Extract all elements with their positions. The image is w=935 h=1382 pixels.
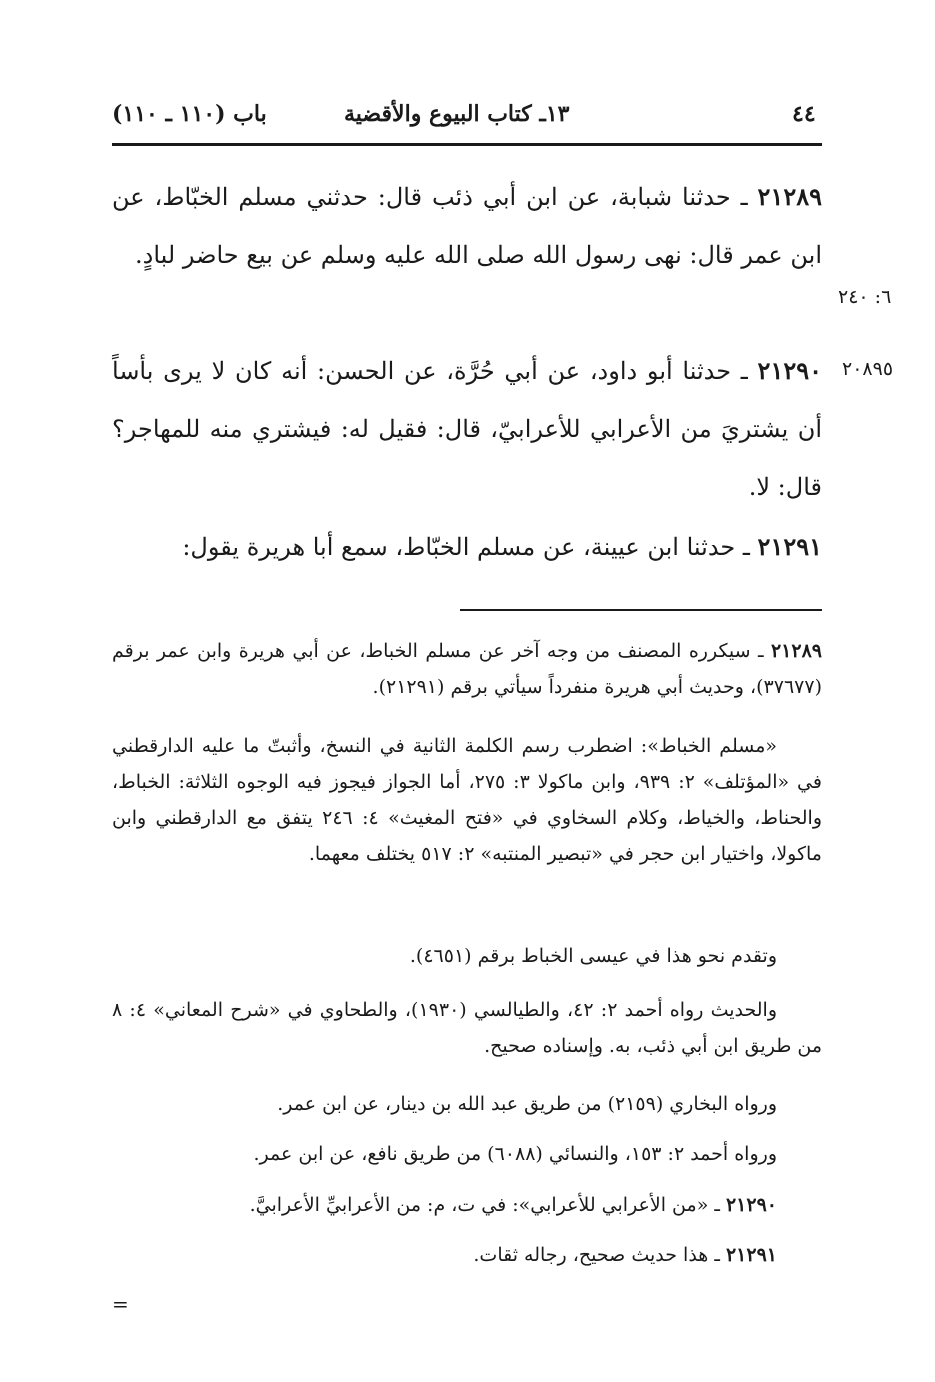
footnote-21291 bbox=[112, 1237, 822, 1273]
footnote-number: ٢١٢٨٩ bbox=[770, 640, 822, 662]
chapter-title: باب (١١٠ ـ ١١٠) bbox=[112, 101, 267, 127]
footnote-number: ٢١٢٩١ bbox=[725, 1244, 777, 1266]
book-title: ١٣ـ كتاب البيوع والأقضية bbox=[344, 101, 570, 127]
footnote-text: ـ سيكرره المصنف من وجه آخر عن مسلم الخباط، عن أبي هريرة وابن عمر برقم (٣٧٦٧٧)، وحديث أبي هريرة منفرداً سيأتي برقم (٢١٢٩١). bbox=[112, 640, 822, 698]
footnote-paragraph bbox=[112, 728, 822, 872]
footnote-text: ـ «من الأعرابي للأعرابي»: في ت، م: من الأعرابيِّ الأعرابيَّ. bbox=[249, 1194, 726, 1216]
hadith-text: ـ حدثنا أبو داود، عن أبي حُرَّة، عن الحسن: أنه كان لا يرى بأساً أن يشتريَ من الأعرابي للأعرابيّ، قال: فقيل له: فيشتري منه للمهاجر؟ قال: لا. bbox=[112, 357, 822, 501]
footnote-paragraph bbox=[112, 938, 822, 974]
hadith-21290 bbox=[112, 342, 822, 516]
hadith-21289 bbox=[112, 168, 822, 284]
continuation-mark: = bbox=[112, 1292, 129, 1316]
page-number: ٤٤ bbox=[792, 101, 816, 127]
hadith-number: ٢١٢٩١ bbox=[757, 532, 822, 561]
hadith-text: ـ حدثنا شبابة، عن ابن أبي ذئب قال: حدثني مسلم الخبّاط، عن ابن عمر قال: نهى رسول الله صلى الله عليه وسلم عن بيع حاضر لبادٍ. bbox=[112, 183, 822, 269]
hadith-number: ٢١٢٩٠ bbox=[757, 356, 822, 385]
footnote-paragraph bbox=[112, 1086, 822, 1122]
hadith-text: ـ حدثنا ابن عيينة، عن مسلم الخبّاط، سمع أبا هريرة يقول: bbox=[182, 533, 758, 561]
footnote-21290 bbox=[112, 1187, 822, 1223]
footnote-paragraph bbox=[112, 1136, 822, 1172]
footnote-text: ورواه البخاري (٢١٥٩) من طريق عبد الله بن دينار، عن ابن عمر. bbox=[277, 1093, 777, 1115]
margin-ref-volume-page: ٦: ٢٤٠ bbox=[838, 286, 892, 308]
footnote-text: والحديث رواه أحمد ٢: ٤٢، والطيالسي (١٩٣٠)، والطحاوي في «شرح المعاني» ٤: ٨ من طريق ابن أبي ذئب، به. وإسناده صحيح. bbox=[112, 999, 822, 1057]
footnote-text: «مسلم الخباط»: اضطرب رسم الكلمة الثانية في النسخ، وأثبتّ ما عليه الدارقطني في «المؤتلف» ٢: ٩٣٩، وابن ماكولا ٣: ٢٧٥، أما الجواز فيجوز فيه الوجوه الثلاثة: الخباط، والحناط، والخياط، وكلام السخاوي في «فتح المغيث» ٤: ٢٤٦ يتفق مع الدارقطني وابن ماكولا، واختيار ابن حجر في «تبصير المنتبه» ٢: ٥١٧ يختلف معهما. bbox=[112, 735, 822, 865]
footnote-text: وتقدم نحو هذا في عيسى الخباط برقم (٤٦٥١). bbox=[409, 945, 777, 967]
footnote-text: ورواه أحمد ٢: ١٥٣، والنسائي (٦٠٨٨) من طريق نافع، عن ابن عمر. bbox=[253, 1143, 777, 1165]
footnote-number: ٢١٢٩٠ bbox=[725, 1194, 777, 1216]
margin-ref-number: ٢٠٨٩٥ bbox=[842, 358, 894, 380]
hadith-21291 bbox=[112, 518, 822, 576]
footnote-rule bbox=[460, 609, 822, 611]
footnote-text: ـ هذا حديث صحيح، رجاله ثقات. bbox=[473, 1244, 726, 1266]
footnote-21289 bbox=[112, 633, 822, 705]
header-rule bbox=[112, 143, 822, 146]
hadith-number: ٢١٢٨٩ bbox=[757, 182, 822, 211]
footnote-paragraph bbox=[112, 992, 822, 1064]
